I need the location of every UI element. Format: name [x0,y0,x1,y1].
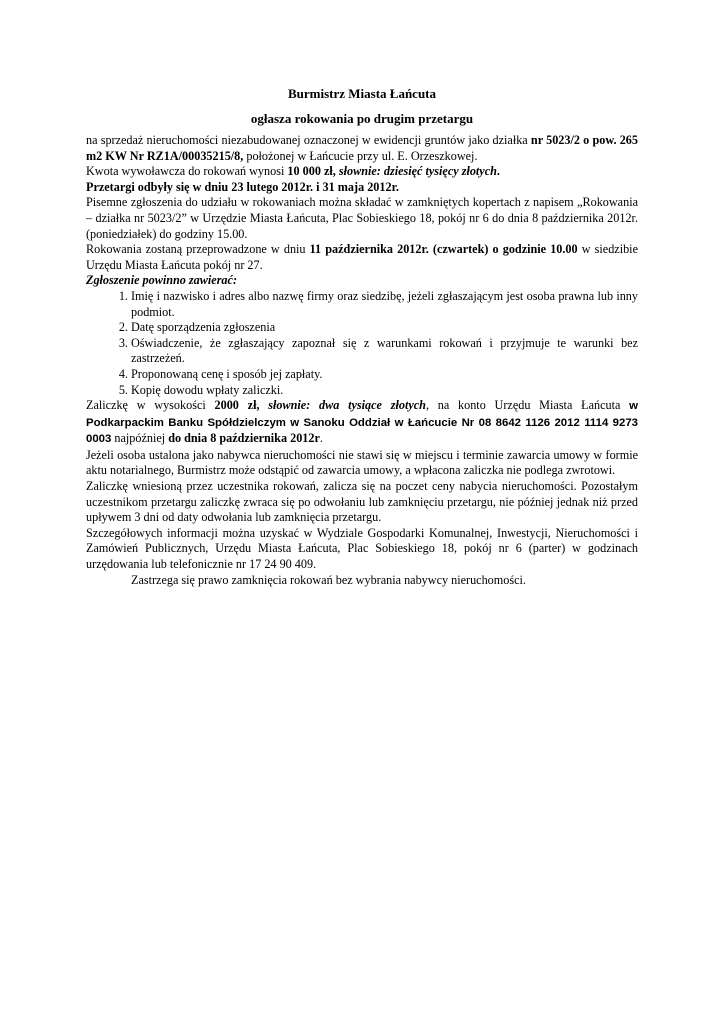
deposit-deadline: do dnia 8 października 2012r [168,431,320,446]
bank-account: w Podkarpackim Banku Spółdzielczym w Sanoku Oddział w Łańcucie Nr 08 8642 1126 2012 1114 9273 0003 [86,400,639,446]
property-description-paragraph [86,133,638,164]
text-span: . [496,164,500,179]
deposit-paragraph [86,398,638,448]
text-span: położonej w Łańcucie przy ul. E. Orzeszkowej. [243,148,478,163]
plot-number: nr 5023/2 o pow. 265 m2 KW Nr RZ1A/00035215/8, [86,133,638,163]
starting-price-paragraph [86,164,638,180]
text-span: , na konto Urzędu Miasta Łańcuta [425,398,630,413]
list-item: 2. Datę sporządzenia zgłoszenia [131,320,638,336]
deposit-refund-paragraph: Zaliczkę wniesioną przez uczestnika rokowań, zalicza się na poczet ceny nabycia nieruchomości. Pozostałym uczestnikom przetargu zaliczkę zwraca się po odwołaniu lub zamknięciu przetargu, nie później jednak niż przed upływem 3 dni od daty odwołania lub zamknięcia przetargu. [86,479,638,525]
starting-price: 10 000 zł, [287,164,336,179]
previous-tenders-paragraph: Przetargi odbyły się w dniu 23 lutego 2012r. i 31 maja 2012r. [86,179,399,194]
list-item: 5. Kopię dowodu wpłaty zaliczki. [131,383,638,399]
text-span [260,398,269,412]
document-subtitle: ogłasza rokowania po drugim przetargu [250,111,474,126]
text-span: na sprzedaż nieruchomości niezabudowanej oznaczonej w ewidencji gruntów jako działka [86,133,531,147]
submission-paragraph: Pisemne zgłoszenia do udziału w rokowaniach można składać w zamkniętych kopertach z napisem „Rokowania – działka nr 5023/2” w Urzędzie Miasta Łańcuta, Plac Sobieskiego 18, pokój nr 6 do dnia 8 października 2012r. (poniedziałek) do godziny 15.00. [86,195,638,241]
text-span: w siedzibie Urzędu Miasta Łańcuta pokój nr 27. [86,242,638,272]
list-item: 3. Oświadczenie, że zgłaszający zapoznał się z warunkami rokowań i przyjmuje te warunki bez zastrzeżeń. [131,336,638,367]
deposit-amount: 2000 zł, [214,398,260,413]
text-span: Kwota wywoławcza do rokowań wynosi [86,164,288,179]
document-title: Burmistrz Miasta Łańcuta [287,86,437,101]
negotiation-date-paragraph [86,242,638,273]
contact-info-paragraph: Szczegółowych informacji można uzyskać w Wydziale Gospodarki Komunalnej, Inwestycji, Nieruchomości i Zamówień Publicznych, Urzędu Miasta Łańcuta, Plac Sobieskiego 18, pokój nr 6 (parter) w godzinach urzędowania lub telefonicznie nr 17 24 90 409. [86,525,638,572]
announcement-document [86,80,638,588]
text-span: Zaliczkę w wysokości [86,398,215,413]
requirements-list [86,289,638,398]
deposit-amount-words: słownie: dwa tysiące złotych [268,398,426,413]
list-item: 4. Proponowaną cenę i sposób jej zapłaty. [131,367,638,383]
text-span: Rokowania zostaną przeprowadzone w dniu [86,242,310,257]
list-item: 1. Imię i nazwisko i adres albo nazwę firmy oraz siedzibę, jeżeli zgłaszającym jest osoba prawna lub inny podmiot. [131,289,638,320]
reservation-paragraph: Zastrzega się prawo zamknięcia rokowań bez wybrania nabywcy nieruchomości. [131,572,526,587]
buyer-absence-paragraph: Jeżeli osoba ustalona jako nabywca nieruchomości nie stawi się w miejscu i terminie zawarcia umowy w formie aktu notarialnego, Burmistrz może odstąpić od zawarcia umowy, a wpłacona zaliczka nie podlega zwrotowi. [86,447,638,478]
requirements-heading: Zgłoszenie powinno zawierać: [86,273,237,288]
text-span: najpóźniej [111,431,169,446]
text-span: . [319,431,323,446]
starting-price-words: słownie: dziesięć tysięcy złotych [338,164,497,179]
negotiation-date: 11 października 2012r. (czwartek) o godzinie 10.00 [309,242,578,257]
